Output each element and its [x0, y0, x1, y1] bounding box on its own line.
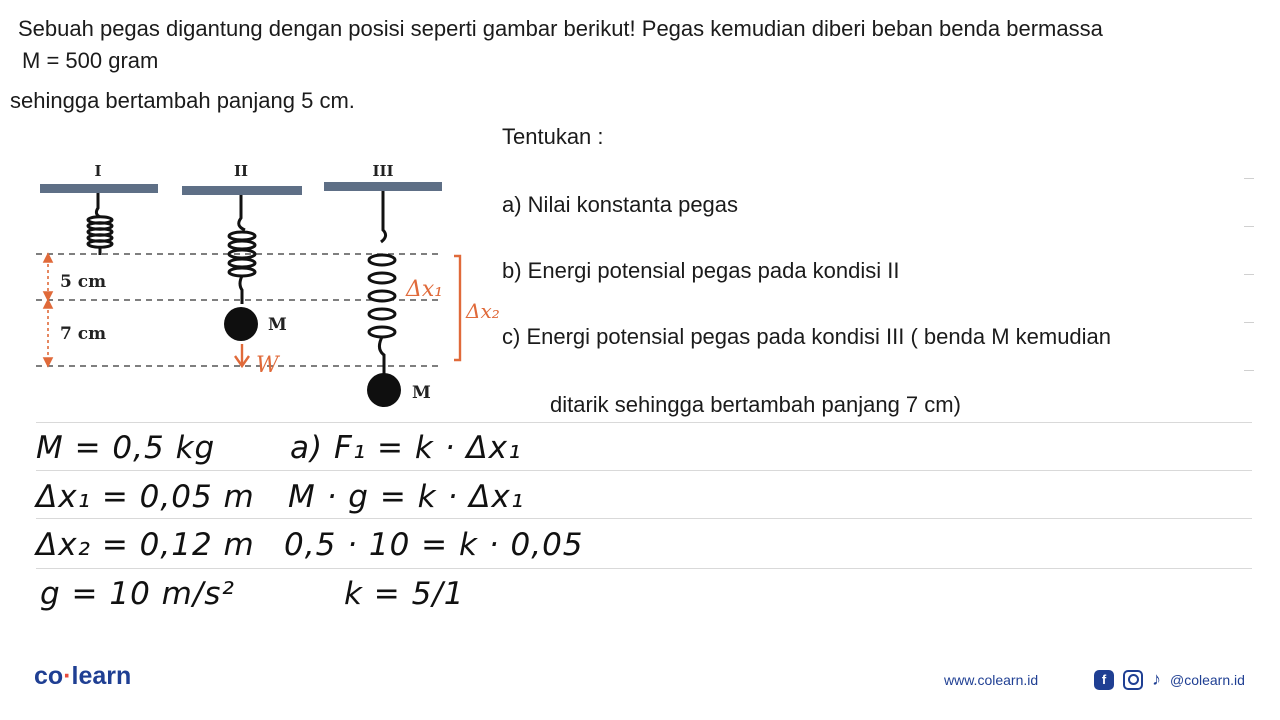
margin-tick	[1244, 226, 1254, 227]
social-handle[interactable]: @colearn.id	[1170, 671, 1245, 688]
brand-logo	[34, 662, 131, 691]
given-dx1: Δx₁ = 0,05 m	[36, 479, 255, 515]
rule-line	[36, 422, 1252, 423]
tasks-heading: Tentukan :	[502, 124, 604, 149]
brand-logo-dot: ·	[63, 662, 72, 690]
website-link[interactable]: www.colearn.id	[944, 672, 1039, 688]
margin-tick	[1244, 178, 1254, 179]
margin-tick	[1244, 274, 1254, 275]
mass-label-III: M	[412, 383, 431, 403]
facebook-icon[interactable]: f	[1094, 670, 1114, 690]
delta-bracket	[454, 256, 460, 360]
dimension-label-7cm: 7 cm	[60, 324, 107, 344]
weight-arrow	[235, 344, 249, 366]
task-c: c) Energi potensial pegas pada kondisi III ( benda M kemudian	[502, 324, 1112, 349]
question-line-2: M = 500 gram	[22, 48, 159, 73]
task-b: b) Energi potensial pegas pada kondisi II	[502, 258, 900, 283]
rule-line	[36, 470, 1252, 471]
ceiling-I	[40, 184, 158, 193]
given-dx2: Δx₂ = 0,12 m	[36, 527, 255, 563]
question-line-1: Sebuah pegas digantung dengan posisi seperti gambar berikut! Pegas kemudian diberi beban benda bermassa	[18, 16, 1103, 41]
given-gravity: g = 10 m/s²	[40, 576, 235, 612]
step-3: 0,5 · 10 = k · 0,05	[284, 527, 584, 563]
delta-x1-label: Δx₁	[406, 277, 444, 302]
task-c-continued: ditarik sehingga bertambah panjang 7 cm)	[550, 392, 961, 417]
rule-line	[36, 518, 1252, 519]
weight-label: W	[256, 353, 279, 378]
given-mass: M = 0,5 kg	[36, 430, 216, 466]
social-links	[1094, 669, 1245, 690]
step-4: k = 5/1	[344, 576, 465, 612]
step-1: a) F₁ = k · Δx₁	[290, 430, 522, 466]
mass-label-II: M	[268, 315, 287, 335]
spring-I	[88, 193, 112, 255]
dimension-arrows	[44, 254, 52, 366]
dimension-label-5cm: 5 cm	[60, 272, 107, 292]
task-a: a) Nilai konstanta pegas	[502, 192, 739, 217]
mass-II	[224, 307, 258, 341]
question-line-3: sehingga bertambah panjang 5 cm.	[10, 88, 355, 113]
brand-logo-part-1: co	[34, 662, 64, 690]
ceiling-II	[182, 186, 302, 195]
label-I: I	[94, 162, 102, 180]
rule-line	[36, 568, 1252, 569]
tiktok-icon[interactable]: ♪	[1152, 669, 1161, 689]
ceiling-III	[324, 182, 442, 191]
spring-II	[229, 195, 255, 304]
label-II: II	[233, 162, 249, 180]
margin-tick	[1244, 370, 1254, 371]
label-III: III	[372, 162, 394, 180]
brand-logo-part-2: learn	[71, 662, 132, 690]
margin-tick	[1244, 322, 1254, 323]
delta-x2-label: Δx₂	[466, 299, 500, 323]
spring-figure	[30, 150, 500, 420]
spring-III	[369, 191, 395, 374]
step-2: M · g = k · Δx₁	[288, 479, 525, 515]
mass-III	[367, 373, 401, 407]
instagram-icon[interactable]	[1123, 670, 1143, 690]
